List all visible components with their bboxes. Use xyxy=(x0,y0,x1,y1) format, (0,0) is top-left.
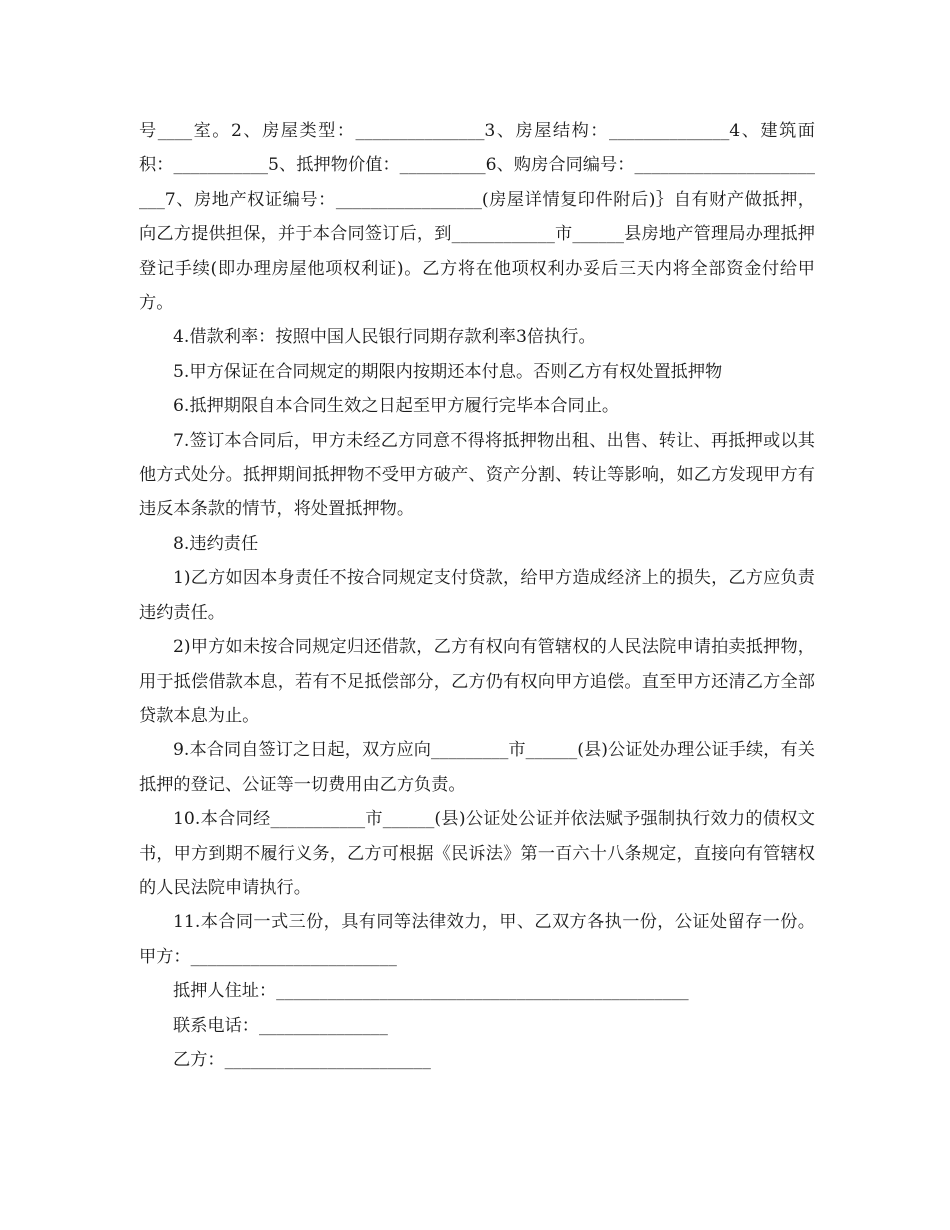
paragraph-breach-party-b: 1)乙方如因本身责任不按合同规定支付贷款，给甲方造成经济上的损失，乙方应负责违约责任。 xyxy=(139,568,815,623)
contract-page xyxy=(139,114,815,1077)
paragraph-enforcement: 10.本合同经___________市______(县)公证处公证并依法赋予强制执行效力的债权文书，甲方到期不履行义务，乙方可根据《民诉法》第一百六十八条规定，直接向有管辖权的人民法院申请执行。 xyxy=(139,809,815,898)
paragraph-repayment-guarantee: 5.甲方保证在合同规定的期限内按期还本付息。否则乙方有权处置抵押物 xyxy=(173,361,723,382)
mortgagor-address-line: 抵押人住址：________________________________________________ xyxy=(173,981,689,1002)
paragraph-breach-party-a: 2)甲方如未按合同规定归还借款，乙方有权向有管辖权的人民法院申请拍卖抵押物，用于抵偿借款本息，若有不足抵偿部分，乙方仍有权向甲方追偿。直至甲方还清乙方全部贷款本息为止。 xyxy=(139,637,815,726)
paragraph-property-details: 号____室。2、房屋类型：_______________3、房屋结构：______________4、建筑面积：___________5、抵押物价值：__________6、购房合同编号：________________________7、房地产权证编号：_________________(房屋详情复印件附后)｝自有财产做抵押，向乙方提供担保，并于本合同签订后，到____________市______县房地产管理局办理抵押登记手续(即办理房屋他项权利证)。乙方将在他项权利办妥后三天内将全部资金付给甲方。 xyxy=(139,121,815,314)
paragraph-notarization: 9.本合同自签订之日起，双方应向_________市______(县)公证处办理公证手续，有关抵押的登记、公证等一切费用由乙方负责。 xyxy=(139,740,815,795)
paragraph-copies-party-a: 11.本合同一式三份，具有同等法律效力，甲、乙双方各执一份，公证处留存一份。甲方：________________________ xyxy=(139,912,815,967)
paragraph-disposal-restriction: 7.签订本合同后，甲方未经乙方同意不得将抵押物出租、出售、转让、再抵押或以其他方式处分。抵押期间抵押物不受甲方破产、资产分割、转让等影响，如乙方发现甲方有违反本条款的情节，将处置抵押物。 xyxy=(139,430,815,520)
contact-phone-line: 联系电话：_______________ xyxy=(173,1015,388,1036)
paragraph-interest-rate: 4.借款利率：按照中国人民银行同期存款利率3倍执行。 xyxy=(173,327,596,348)
paragraph-mortgage-term: 6.抵押期限自本合同生效之日起至甲方履行完毕本合同止。 xyxy=(173,396,620,417)
paragraph-breach-heading: 8.违约责任 xyxy=(173,533,259,554)
party-b-line: 乙方：________________________ xyxy=(173,1049,431,1070)
